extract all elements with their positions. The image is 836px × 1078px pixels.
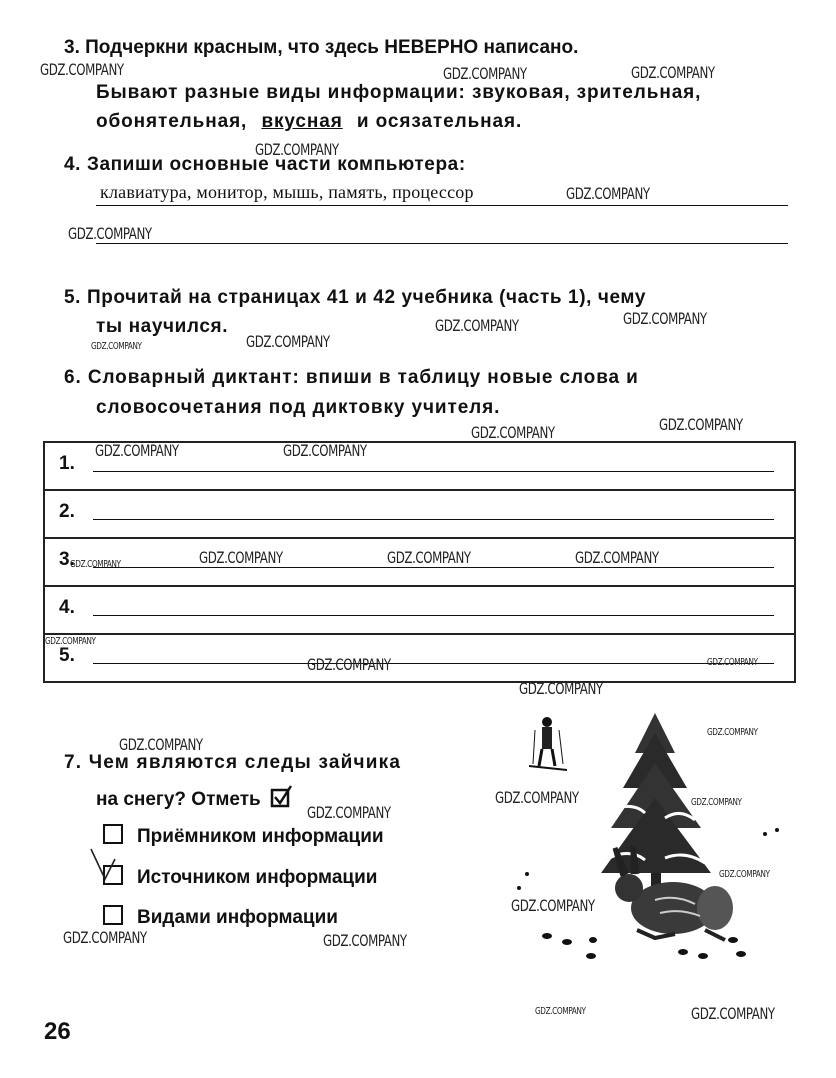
watermark: GDZ.COMPANY bbox=[659, 415, 743, 434]
task4-answer-line2 bbox=[96, 243, 788, 244]
watermark: GDZ.COMPANY bbox=[435, 316, 519, 335]
option-receiver[interactable] bbox=[103, 824, 384, 848]
task3-number: 3. bbox=[64, 37, 80, 58]
task3-word-a: обонятельная, bbox=[96, 111, 248, 132]
option-types[interactable] bbox=[103, 905, 338, 929]
option-label: Источником информации bbox=[137, 867, 378, 888]
task7-line2-text: на снегу? Отметь bbox=[96, 789, 261, 810]
row-line bbox=[93, 615, 774, 616]
task7-number: 7. bbox=[64, 752, 83, 773]
watermark: GDZ.COMPANY bbox=[707, 727, 758, 738]
watermark: GDZ.COMPANY bbox=[63, 928, 147, 947]
task6-number: 6. bbox=[64, 367, 82, 388]
dictation-row[interactable] bbox=[44, 586, 795, 634]
task4-instruction-text: Запиши основные части компьютера: bbox=[86, 154, 466, 175]
task6-line1-text: Словарный диктант: впиши в таблицу новые слова и bbox=[87, 367, 639, 388]
task3-instruction bbox=[64, 34, 578, 62]
checkmark-sample-icon bbox=[270, 784, 294, 808]
watermark: GDZ.COMPANY bbox=[575, 548, 659, 567]
task6-line2: словосочетания под диктовку учителя. bbox=[96, 397, 501, 418]
row-line bbox=[93, 471, 774, 472]
watermark: GDZ.COMPANY bbox=[68, 224, 152, 243]
watermark: GDZ.COMPANY bbox=[519, 679, 603, 698]
task5-line1 bbox=[64, 284, 646, 312]
hare-and-tree-illustration bbox=[505, 708, 805, 978]
watermark: GDZ.COMPANY bbox=[95, 441, 179, 460]
watermark: GDZ.COMPANY bbox=[495, 788, 579, 807]
watermark: GDZ.COMPANY bbox=[707, 657, 758, 668]
checkbox-icon[interactable] bbox=[103, 905, 123, 925]
row-number: 2. bbox=[59, 501, 75, 522]
watermark: GDZ.COMPANY bbox=[91, 341, 142, 352]
page-number: 26 bbox=[44, 1018, 71, 1045]
watermark: GDZ.COMPANY bbox=[471, 423, 555, 442]
checkbox-icon[interactable] bbox=[103, 824, 123, 844]
watermark: GDZ.COMPANY bbox=[323, 931, 407, 950]
task5-line1-text: Прочитай на страницах 41 и 42 учебника (часть 1), чему bbox=[86, 287, 646, 308]
task3-text-line2 bbox=[96, 108, 522, 136]
row-line bbox=[93, 519, 774, 520]
watermark: GDZ.COMPANY bbox=[631, 63, 715, 82]
option-label: Видами информации bbox=[137, 907, 338, 928]
watermark: GDZ.COMPANY bbox=[691, 1004, 775, 1023]
task4-number: 4. bbox=[64, 154, 82, 175]
watermark: GDZ.COMPANY bbox=[535, 1006, 586, 1017]
watermark: GDZ.COMPANY bbox=[45, 636, 96, 647]
dictation-row[interactable] bbox=[44, 490, 795, 538]
dictation-row[interactable] bbox=[44, 634, 795, 682]
task6-line1 bbox=[64, 364, 639, 392]
watermark: GDZ.COMPANY bbox=[70, 559, 121, 570]
task4-answer: клавиатура, монитор, мышь, память, процессор bbox=[100, 182, 474, 202]
watermark: GDZ.COMPANY bbox=[119, 735, 203, 754]
task7-line1 bbox=[64, 749, 401, 777]
watermark: GDZ.COMPANY bbox=[566, 184, 650, 203]
watermark: GDZ.COMPANY bbox=[255, 140, 339, 159]
watermark: GDZ.COMPANY bbox=[199, 548, 283, 567]
check-mark-icon bbox=[89, 845, 129, 885]
task5-line2: ты научился. bbox=[96, 316, 229, 337]
task3-text-line1: Бывают разные виды информации: звуковая, зрительная, bbox=[96, 82, 702, 103]
watermark: GDZ.COMPANY bbox=[246, 332, 330, 351]
option-source[interactable] bbox=[103, 865, 377, 889]
watermark: GDZ.COMPANY bbox=[307, 655, 391, 674]
task7-line2 bbox=[96, 784, 294, 814]
row-line bbox=[93, 567, 774, 568]
watermark: GDZ.COMPANY bbox=[387, 548, 471, 567]
row-number: 4. bbox=[59, 597, 75, 618]
watermark: GDZ.COMPANY bbox=[443, 64, 527, 83]
watermark: GDZ.COMPANY bbox=[719, 869, 770, 880]
watermark: GDZ.COMPANY bbox=[691, 797, 742, 808]
task3-underlined-word: вкусная bbox=[261, 111, 343, 132]
task3-word-b: и осязательная. bbox=[356, 111, 523, 132]
watermark: GDZ.COMPANY bbox=[283, 441, 367, 460]
task7-line1-text: Чем являются следы зайчика bbox=[88, 752, 402, 773]
watermark: GDZ.COMPANY bbox=[40, 60, 124, 79]
row-number: 5. bbox=[59, 645, 75, 666]
row-line bbox=[93, 663, 774, 664]
task5-number: 5. bbox=[64, 287, 82, 308]
task4-answer-line1 bbox=[96, 205, 788, 206]
option-label: Приёмником информации bbox=[137, 826, 384, 847]
watermark: GDZ.COMPANY bbox=[511, 896, 595, 915]
watermark: GDZ.COMPANY bbox=[307, 803, 391, 822]
task3-instruction-text: Подчеркни красным, что здесь НЕВЕРНО написано. bbox=[85, 37, 579, 58]
row-number: 1. bbox=[59, 453, 75, 474]
row-number: 3. bbox=[59, 549, 75, 570]
watermark: GDZ.COMPANY bbox=[623, 309, 707, 328]
skier-icon bbox=[529, 717, 567, 770]
